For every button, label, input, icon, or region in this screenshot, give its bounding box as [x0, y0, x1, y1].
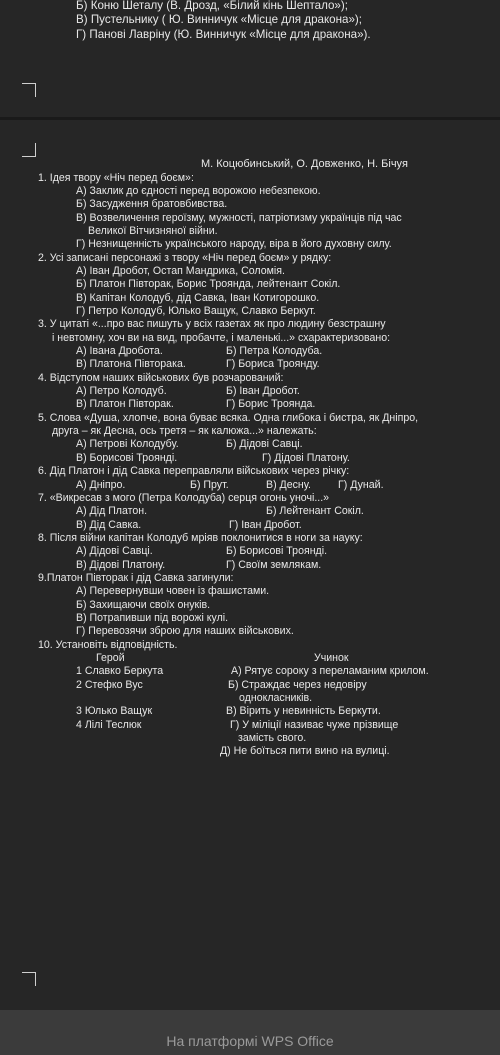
answer-option: В) Дід Савка. [76, 519, 142, 531]
question-2: 2. Усі записані персонажі з твору «Ніч перед боєм» у рядку: [38, 252, 332, 264]
answer-option: Г) Борис Троянда. [226, 398, 316, 410]
column-header-hero: Герой [96, 652, 125, 664]
answer-option: В) Дідові Платону. [76, 559, 166, 571]
answer-option: В) Десну. [266, 479, 311, 491]
answer-option: Г) Незнищенність українського народу, віра в його духовну силу. [76, 238, 392, 250]
answer-option: Г) Перевозячи зброю для наших військових. [76, 625, 294, 637]
answer-option: Б) Лейтенант Сокіл. [266, 505, 364, 517]
crop-mark-icon [22, 83, 36, 97]
answer-option: Г) Своїм землякам. [226, 559, 322, 571]
answer-option: А) Петрові Колодубу. [76, 438, 179, 450]
question-3: 3. У цитаті «...про вас пишуть у всіх газетах як про людину безстрашну [38, 318, 386, 330]
prev-page-line: В) Пустельнику ( Ю. Винничук «Місце для дракона»); [76, 13, 362, 26]
question-8: 8. Після війни капітан Колодуб мріяв поклонитися в ноги за науку: [38, 532, 363, 544]
answer-option: Б) Іван Дробот. [226, 385, 300, 397]
answer-option: Б) Петра Колодуба. [226, 345, 323, 357]
question-9: 9.Платон Півторак і дід Савка загинули: [38, 572, 234, 584]
answer-option: Г) Іван Дробот. [229, 519, 302, 531]
match-left-item: 2 Стефко Вус [76, 679, 143, 691]
match-right-item-cont: однокласників. [239, 692, 313, 704]
answer-option: Г) Бориса Троянду. [226, 358, 320, 370]
question-1: 1. Ідея твору «Ніч перед боєм»: [38, 172, 194, 184]
answer-option: В) Потрапивши під ворожі кулі. [76, 612, 229, 624]
answer-option: А) Дідові Савці. [76, 545, 153, 557]
answer-option: А) Дід Платон. [76, 505, 148, 517]
match-right-item: Б) Страждає через недовіру [228, 679, 367, 691]
question-6: 6. Дід Платон і дід Савка переправляли військових через річку: [38, 465, 350, 477]
answer-option: Б) Дідові Савці. [226, 438, 303, 450]
answer-option: Б) Платон Півторак, Борис Троянда, лейтенант Сокіл. [76, 278, 341, 290]
answer-option: А) Іван Дробот, Остап Мандрика, Соломія. [76, 265, 285, 277]
answer-option: А) Івана Дробота. [76, 345, 163, 357]
answer-option: Б) Захищаючи своїх онуків. [76, 599, 211, 611]
answer-option: Г) Дунай. [338, 479, 384, 491]
match-right-item: В) Вірить у невинність Беркути. [226, 705, 381, 717]
match-left-item: 1 Славко Беркута [76, 665, 164, 677]
answer-option: Г) Петро Колодуб, Юлько Ващук, Славко Беркут. [76, 305, 316, 317]
column-header-action: Учинок [314, 652, 349, 664]
section-header: М. Коцюбинський, О. Довженко, Н. Бічуя [201, 158, 408, 170]
answer-option: В) Капітан Колодуб, дід Савка, Іван Котигорошко. [76, 292, 320, 304]
answer-option: Б) Борисові Троянді. [226, 545, 328, 557]
answer-option: А) Перевернувши човен із фашистами. [76, 585, 270, 597]
prev-page-line: Г) Панові Лавріну (Ю. Винничук «Місце для дракона»). [76, 28, 371, 41]
match-left-item: 4 Лілі Теслюк [76, 719, 142, 731]
answer-option: А) Петро Колодуб. [76, 385, 167, 397]
question-5: 5. Слова «Душа, хлопче, вона буває всяка. Одна глибока і бистра, як Дніпро, [38, 412, 419, 424]
crop-mark-icon [22, 972, 36, 986]
answer-option: Г) Дідові Платону. [262, 452, 350, 464]
answer-option: А) Заклик до єдності перед ворожою небезпекою. [76, 185, 321, 197]
question-4: 4. Відступом наших військових був розчарований: [38, 372, 284, 384]
wps-footer-text: На платформі WPS Office [166, 1033, 334, 1049]
prev-page-line: Б) Коню Шеталу (В. Дрозд, «Білий кінь Шептало»); [76, 0, 348, 12]
answer-option: В) Борисові Троянді. [76, 452, 178, 464]
match-right-item: А) Рятує сороку з переламаним крилом. [231, 665, 429, 677]
match-right-item: Д) Не боїться пити вино на вулиці. [220, 745, 390, 757]
question-3-cont: і невтомну, хоч ви на вид, пробачте, і маленькі...» схарактеризовано: [52, 332, 391, 344]
answer-option: В) Платон Півторак. [76, 398, 174, 410]
answer-option: В) Возвеличення героїзму, мужності, патріотизму українців під час [76, 212, 402, 224]
match-right-item-cont: замість свого. [238, 732, 307, 744]
question-10: 10. Установіть відповідність. [38, 639, 178, 651]
answer-option: В) Платона Півторака. [76, 358, 186, 370]
answer-option: Б) Засудження братовбивства. [76, 198, 228, 210]
question-7: 7. «Викресав з мого (Петра Колодуба) серця огонь уночі...» [38, 492, 330, 504]
match-right-item: Г) У міліції називає чуже прізвище [230, 719, 399, 731]
answer-option: Б) Прут. [190, 479, 229, 491]
answer-option: А) Дніпро. [76, 479, 126, 491]
answer-option: Великої Вітчизняної війни. [88, 225, 218, 237]
match-left-item: 3 Юлько Ващук [76, 705, 153, 717]
crop-mark-icon [22, 143, 36, 157]
question-5-cont: друга – як Десна, ось третя – як калюжа...» належать: [52, 425, 317, 437]
